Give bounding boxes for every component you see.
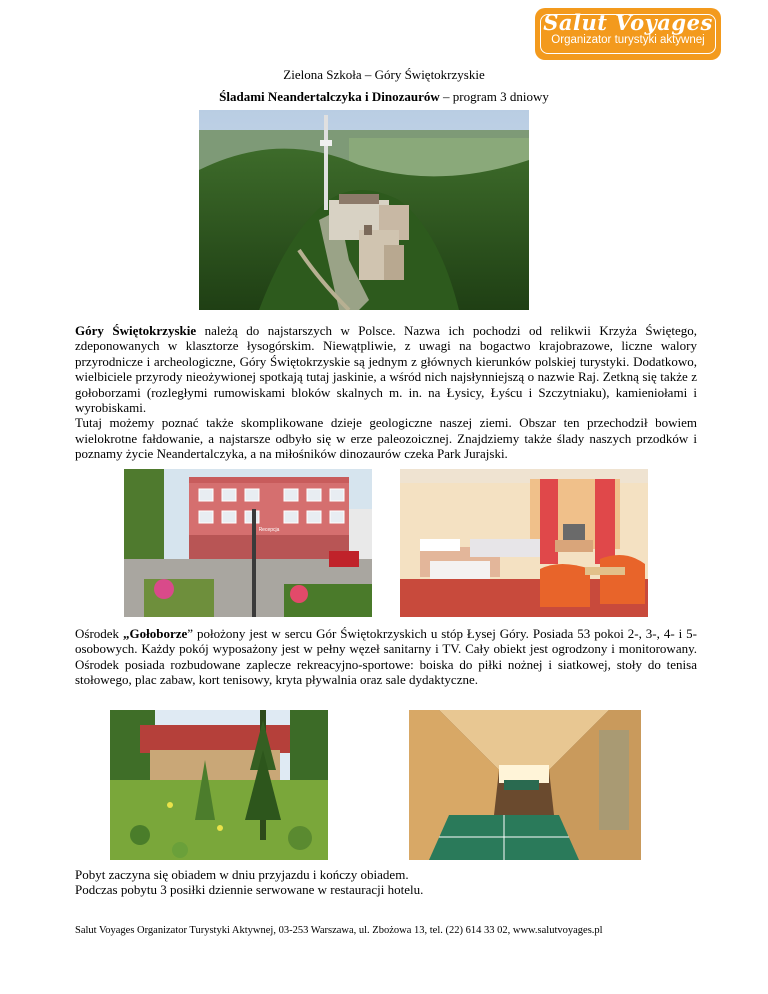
section3-line2: Podczas pobytu 3 posiłki dziennie serwowane w restauracji hotelu.: [75, 882, 424, 898]
document-heading: Zielona Szkoła – Góry Świętokrzyskie: [283, 67, 485, 82]
section2-pre: Ośrodek: [75, 626, 124, 641]
section-pobyt: [75, 867, 697, 898]
logo-title: Salut Voyages: [543, 10, 713, 35]
hotel-exterior-photo: [124, 469, 372, 617]
section1-bold: Góry Świętokrzyskie: [75, 323, 197, 338]
page-footer: Salut Voyages Organizator Turystyki Aktywnej, 03-253 Warszawa, ul. Zbożowa 13, tel. (22) 614 33 02, www.salutvoyages.pl: [75, 925, 603, 936]
section2-text: ” położony jest w sercu Gór Świętokrzyskich u stóp Łysej Góry. Posiada 53 pokoi 2-, 3-, 4- i 5-osobowych. Każdy pokój wyposażony jest w pełny węzeł sanitarny i TV. Cały obiekt jest ogrodzony i monitorowany. Ośrodek posiada rozbudowane zaplecze rekreacyjno-sportowe: boiska do piłki nożnej i siatkowej, stoły do tenisa stołowego, plac zabaw, kort tenisowy, kryta pływalnia oraz sale dydaktyczne.: [75, 626, 698, 688]
section2-bold: „Gołoborze: [123, 626, 188, 641]
section-gory-swietokrzyskie: [75, 323, 697, 462]
logo-subtitle: Organizator turystyki aktywnej: [551, 34, 705, 46]
section-osrodek: [75, 626, 697, 688]
program-title-bold: Śladami Neandertalczyka i Dinozaurów: [219, 89, 440, 104]
program-title: [0, 89, 768, 105]
company-logo: [535, 8, 721, 60]
hotel-room-photo: [400, 469, 648, 617]
program-title-rest: – program 3 dniowy: [439, 89, 549, 104]
section1-text1: należą do najstarszych w Polsce. Nazwa ich pochodzi od relikwii Krzyża Świętego, zdeponowanych w klasztorze łysogórskim. Niewątpliwie, z uwagi na bogactwo krajobrazowe, liczne walory przyrodnicze i archeologiczne, Góry Świętokrzyskie są jednym z głównych kierunków polskiej turystyki. Dodatkowo, wielbiciele przyrody nieożywionej spotkają tutaj jaskinie, a wśród nich najsłynniejszą o nazwie Raj. Zetkną się także z gołoborzami (rozległymi rumowiskami bloków skalnych m. in. na Łysicy, Łyścu i Szczytniaku), kamieniołami i wyrobiskami.: [75, 323, 697, 416]
hotel-sign-text: Recepcja: [258, 527, 280, 533]
garden-photo: [110, 710, 328, 860]
section2-para: [75, 626, 697, 688]
table-tennis-photo: [409, 710, 641, 860]
section1-para2: Tutaj możemy poznać także skomplikowane dzieje geologiczne naszej ziemi. Obszar ten przechodził bowiem wielokrotne fałdowanie, a najstarsze odbyło się w erze paleozoicznej. Znajdziemy także ślady naszych przodków i poznamy życie Neandertalczyka, a na miłośników dinozaurów czeka Park Jurajski.: [75, 415, 697, 462]
monastery-aerial-photo: [199, 110, 529, 310]
section3-line1: Pobyt zaczyna się obiadem w dniu przyjazdu i kończy obiadem.: [75, 867, 409, 882]
section1-para1: [75, 323, 697, 415]
